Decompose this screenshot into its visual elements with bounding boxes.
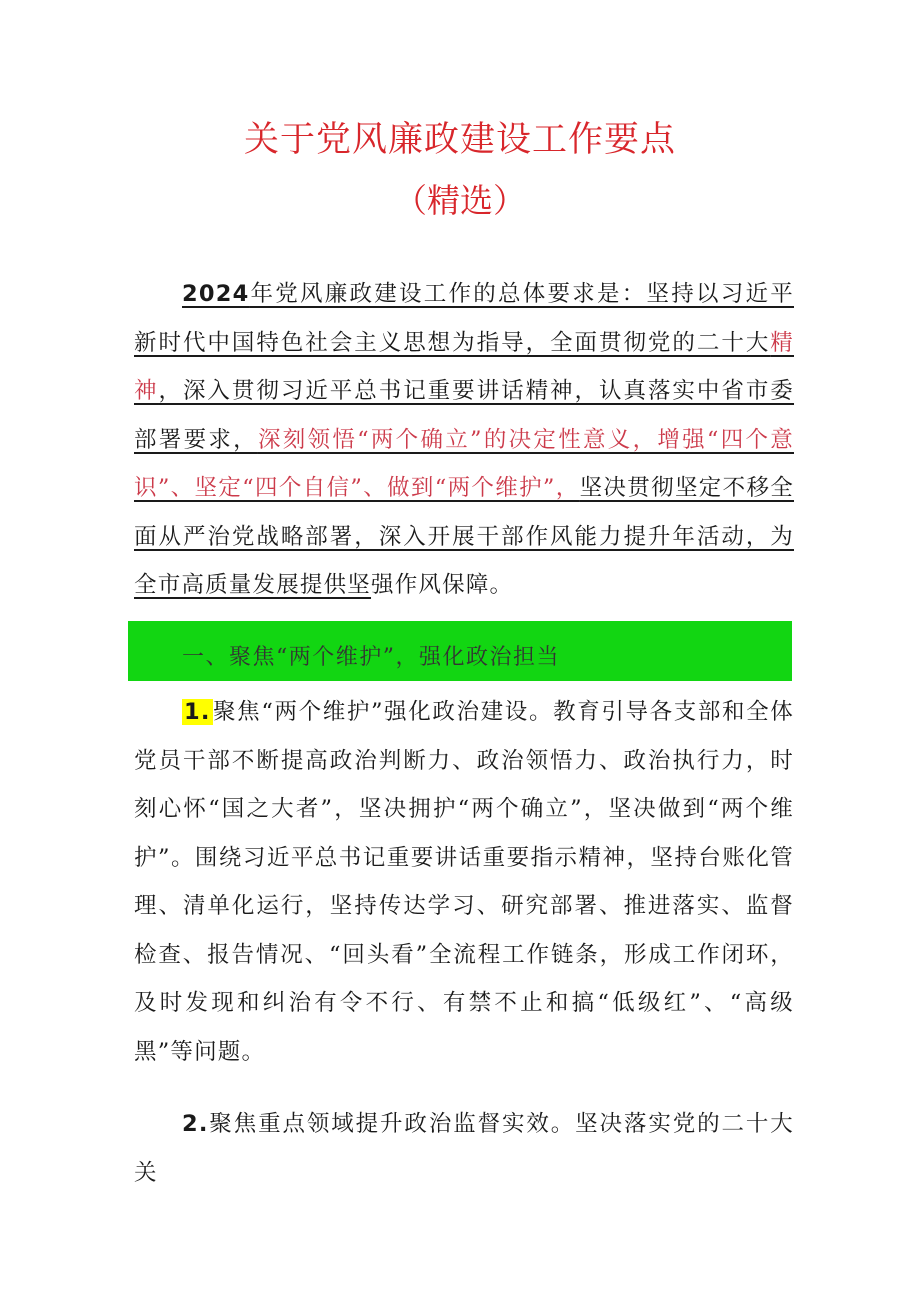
item-1-number: 1. bbox=[184, 699, 211, 725]
intro-paragraph bbox=[134, 270, 794, 610]
intro-lead: 年党风廉政建设工作的总体要求是：坚持以习近平新时代中国特色社会主义思想为指导，全面贯彻党的二十大 bbox=[134, 281, 794, 356]
intro-year: 2024 bbox=[182, 281, 250, 307]
item-1-text: 聚焦“两个维护”强化政治建设。教育引导各支部和全体党员干部不断提高政治判断力、政治领悟力、政治执行力，时刻心怀“国之大者”，坚决拥护“两个确立”，坚决做到“两个维护”。围绕习近平总书记重要讲话重要指示精神，坚持台账化管理、清单化运行，坚持传达学习、研究部署、推进落实、监督检查、报告情况、“回头看”全流程工作链条，形成工作闭环，及时发现和纠治有令不行、有禁不止和搞“低级红”、“高级黑”等问题。 bbox=[134, 699, 794, 1065]
item-2-text: 聚焦重点领域提升政治监督实效。坚决落实党的二十大关 bbox=[134, 1111, 794, 1186]
item-2-paragraph bbox=[134, 1100, 794, 1197]
intro-red-2: 深刻领悟“两个确立”的决定性意义，增强“四个意识”、坚定“四个自信”、做到“两个维护”， bbox=[134, 426, 794, 501]
intro-tail-plain: 强作风保障。 bbox=[371, 572, 514, 598]
document-title: 关于党风廉政建设工作要点 bbox=[243, 120, 676, 160]
intro-mid: ，深入贯彻习近平总书记重要讲话精神，认真落实中省市委部署要求， bbox=[134, 378, 795, 453]
intro-red-1: 精神 bbox=[134, 329, 794, 404]
intro-underlined bbox=[134, 281, 794, 598]
item-2-number: 2. bbox=[182, 1111, 209, 1137]
item-1-paragraph bbox=[134, 688, 794, 1076]
document-subtitle: （精选） bbox=[394, 181, 526, 220]
section-heading-1: 一、聚焦“两个维护”，强化政治担当 bbox=[182, 645, 560, 670]
intro-tail-underlined: 坚决贯彻坚定不移全面从严治党战略部署，深入开展干部作风能力提升年活动，为全市高质量发展提供坚 bbox=[134, 475, 794, 598]
